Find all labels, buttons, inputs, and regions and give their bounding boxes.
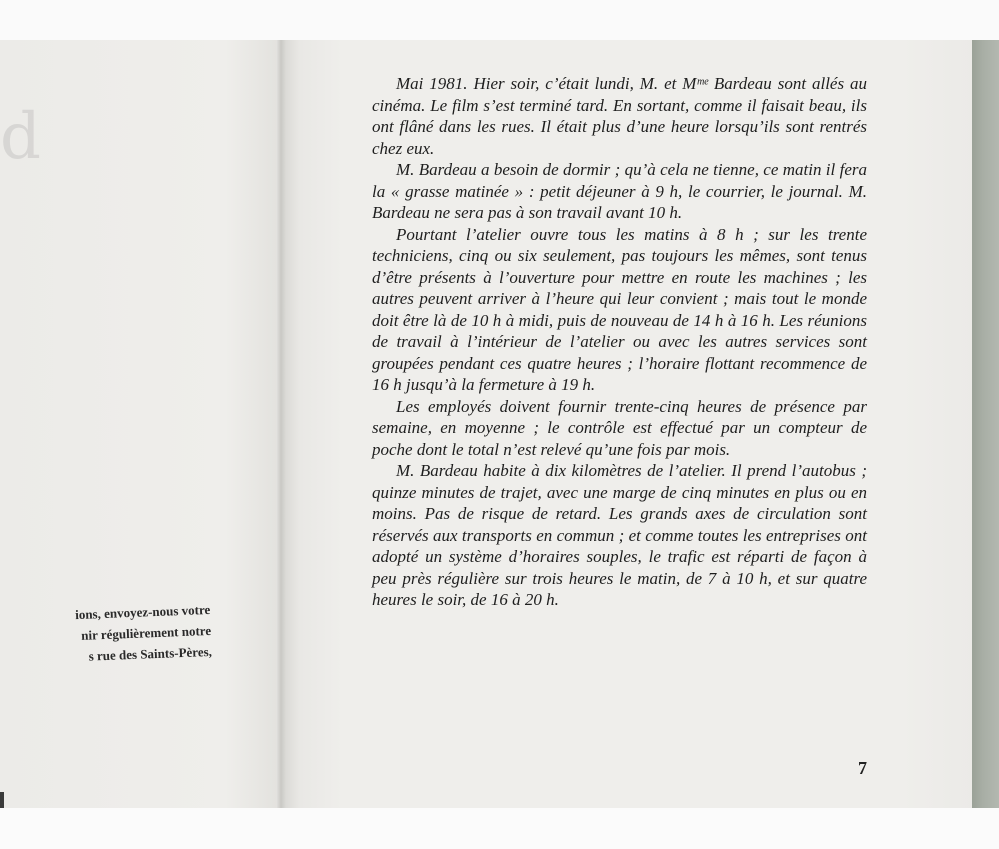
- left-line: s rue des Saints-Pères,: [88, 643, 213, 664]
- paragraph: Mai 1981. Hier soir, c’était lundi, M. et Mᵐᵉ Bardeau sont allés au cinéma. Le film s’est terminé tard. En sortant, comme il faisait beau, ils ont flâné dans les rues. Il était plus d’une heure lorsqu’ils sont rentrés chez eux.: [372, 74, 867, 158]
- paragraph: M. Bardeau a besoin de dormir ; qu’à cela ne tienne, ce matin il fera la « grasse matinée » : petit déjeuner à 9 h, le courrier, le journal. M. Bardeau ne sera pas à son travail avant 10 h.: [372, 160, 867, 222]
- left-line: ions, envoyez-nous votre: [74, 601, 211, 623]
- page-number: 7: [858, 758, 867, 778]
- left-line: nir régulièrement notre: [80, 622, 212, 643]
- paragraph: Pourtant l’atelier ouvre tous les matins à 8 h ; sur les trente techniciens, cinq ou six seulement, pas toujours les mêmes, sont tenus d’être présents à l’ouverture pour mettre en route les machines ; les autres peuvent arriver à l’heure qui leur convient ; mais tout le monde doit être là de 10 h à midi, puis de nouveau de 14 h à 16 h. Les réunions de travail à l’intérieur de l’atelier ou avec les autres services sont groupées pendant ces quatre heures ; l’horaire flottant recommence de 16 h jusqu’à la fermeture à 19 h.: [372, 224, 867, 394]
- right-page-text: [372, 73, 867, 611]
- ghost-show-through: d: [0, 100, 43, 174]
- book-gutter: [276, 40, 286, 808]
- page-edge-stack: [972, 40, 999, 808]
- background-bottom: [0, 808, 999, 849]
- left-page: [0, 40, 282, 808]
- paragraph: Les employés doivent fournir trente-cinq heures de présence par semaine, en moyenne ; le contrôle est effectué par un compteur de poche dont le total n’est relevé qu’une fois par mois.: [372, 396, 867, 459]
- left-page-text: [0, 599, 212, 670]
- paragraph: M. Bardeau habite à dix kilomètres de l’atelier. Il prend l’autobus ; quinze minutes de trajet, avec une marge de cinq minutes en plus ou en moins. Pas de risque de retard. Les grands axes de circulation sont réservés aux transports en commun ; et comme toutes les entreprises ont adopté un système d’horaires souples, le trafic est réparti de façon à peu près régulière sur trois heures le matin, de 7 à 10 h, et sur quatre heures le soir, de 16 à 20 h.: [372, 461, 867, 609]
- background-top: [0, 0, 999, 40]
